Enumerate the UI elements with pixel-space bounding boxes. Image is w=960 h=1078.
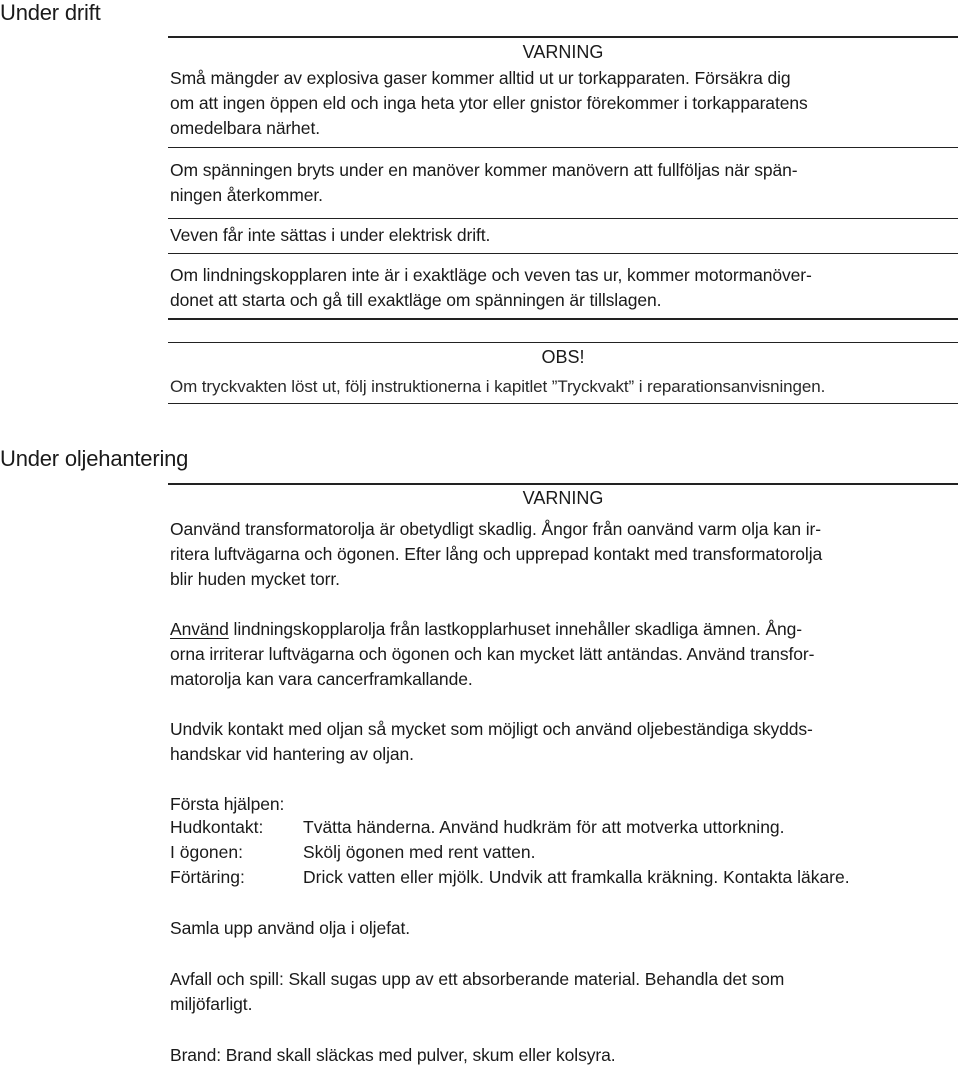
first-aid-row-text: Drick vatten eller mjölk. Undvik att framkalla kräkning. Kontakta läkare. bbox=[303, 867, 850, 887]
warning-item-tap-changer: Om lindningskopplaren inte är i exaktläge och veven tas ur, kommer motormanöver- donet att starta och gå till exaktläge om spänningen är tillslagen. bbox=[170, 265, 812, 310]
first-aid-row-text: Tvätta händerna. Använd hudkräm för att motverka uttorkning. bbox=[303, 817, 785, 837]
section-heading-under-drift: Under drift bbox=[0, 0, 101, 25]
warning-item-voltage-interrupt: Om spänningen bryts under en manöver kommer manövern att fullföljas när spän- ningen återkommer. bbox=[170, 160, 798, 205]
collect-oil-text: Samla upp använd olja i oljefat. bbox=[170, 918, 411, 938]
used-oil-paragraph bbox=[170, 617, 814, 692]
note-label: OBS! bbox=[541, 347, 585, 367]
warning-top-rule bbox=[168, 36, 958, 38]
fire-instruction-text: Brand: Brand skall släckas med pulver, skum eller kolsyra. bbox=[170, 1045, 616, 1065]
item-divider bbox=[168, 253, 958, 254]
used-oil-underlined-word: Använd bbox=[170, 619, 229, 639]
used-oil-text: lindningskopplarolja från lastkopplarhuset innehåller skadliga ämnen. Ång- orna irriterar luftvägarna och ögonen och kan mycket lätt antändas. Använd transfor- matorolja kan vara cancerframkallande. bbox=[170, 619, 815, 689]
item-divider bbox=[168, 147, 958, 148]
note-top-rule bbox=[168, 342, 958, 343]
warning-label: VARNING bbox=[522, 488, 604, 508]
first-aid-row-label: Hudkontakt: bbox=[170, 817, 264, 837]
warning-top-rule bbox=[168, 483, 958, 485]
unused-oil-paragraph: Oanvänd transformatorolja är obetydligt skadlig. Ångor från oanvänd varm olja kan ir- ritera luftvägarna och ögonen. Efter lång och upprepad kontakt med transformatorolja blir huden mycket torr. bbox=[170, 519, 823, 589]
first-aid-row-text: Skölj ögonen med rent vatten. bbox=[303, 842, 536, 862]
note-pressure-switch-text: Om tryckvakten löst ut, följ instruktionerna i kapitlet ”Tryckvakt” i reparationsanvisningen. bbox=[170, 377, 826, 396]
waste-spill-paragraph: Avfall och spill: Skall sugas upp av ett absorberande material. Behandla det som miljöfarligt. bbox=[170, 969, 785, 1014]
warning-item-crank: Veven får inte sättas i under elektrisk drift. bbox=[170, 225, 491, 245]
warning-explosive-gases-paragraph: Små mängder av explosiva gaser kommer alltid ut ur torkapparaten. Försäkra dig om att ingen öppen eld och inga heta ytor eller gnistor förekommer i torkapparatens omedelbara närhet. bbox=[170, 68, 808, 138]
first-aid-row-label: I ögonen: bbox=[170, 842, 243, 862]
first-aid-row-label: Förtäring: bbox=[170, 867, 245, 887]
note-bottom-rule bbox=[168, 403, 958, 404]
first-aid-title: Första hjälpen: bbox=[170, 794, 285, 814]
warning-label: VARNING bbox=[522, 42, 604, 62]
item-divider bbox=[168, 218, 958, 219]
section-heading-under-oljehantering: Under oljehantering bbox=[0, 446, 189, 471]
avoid-contact-paragraph: Undvik kontakt med oljan så mycket som möjligt och använd oljebeständiga skydds- handskar vid hantering av oljan. bbox=[170, 719, 813, 764]
warning-bottom-rule bbox=[168, 318, 958, 320]
